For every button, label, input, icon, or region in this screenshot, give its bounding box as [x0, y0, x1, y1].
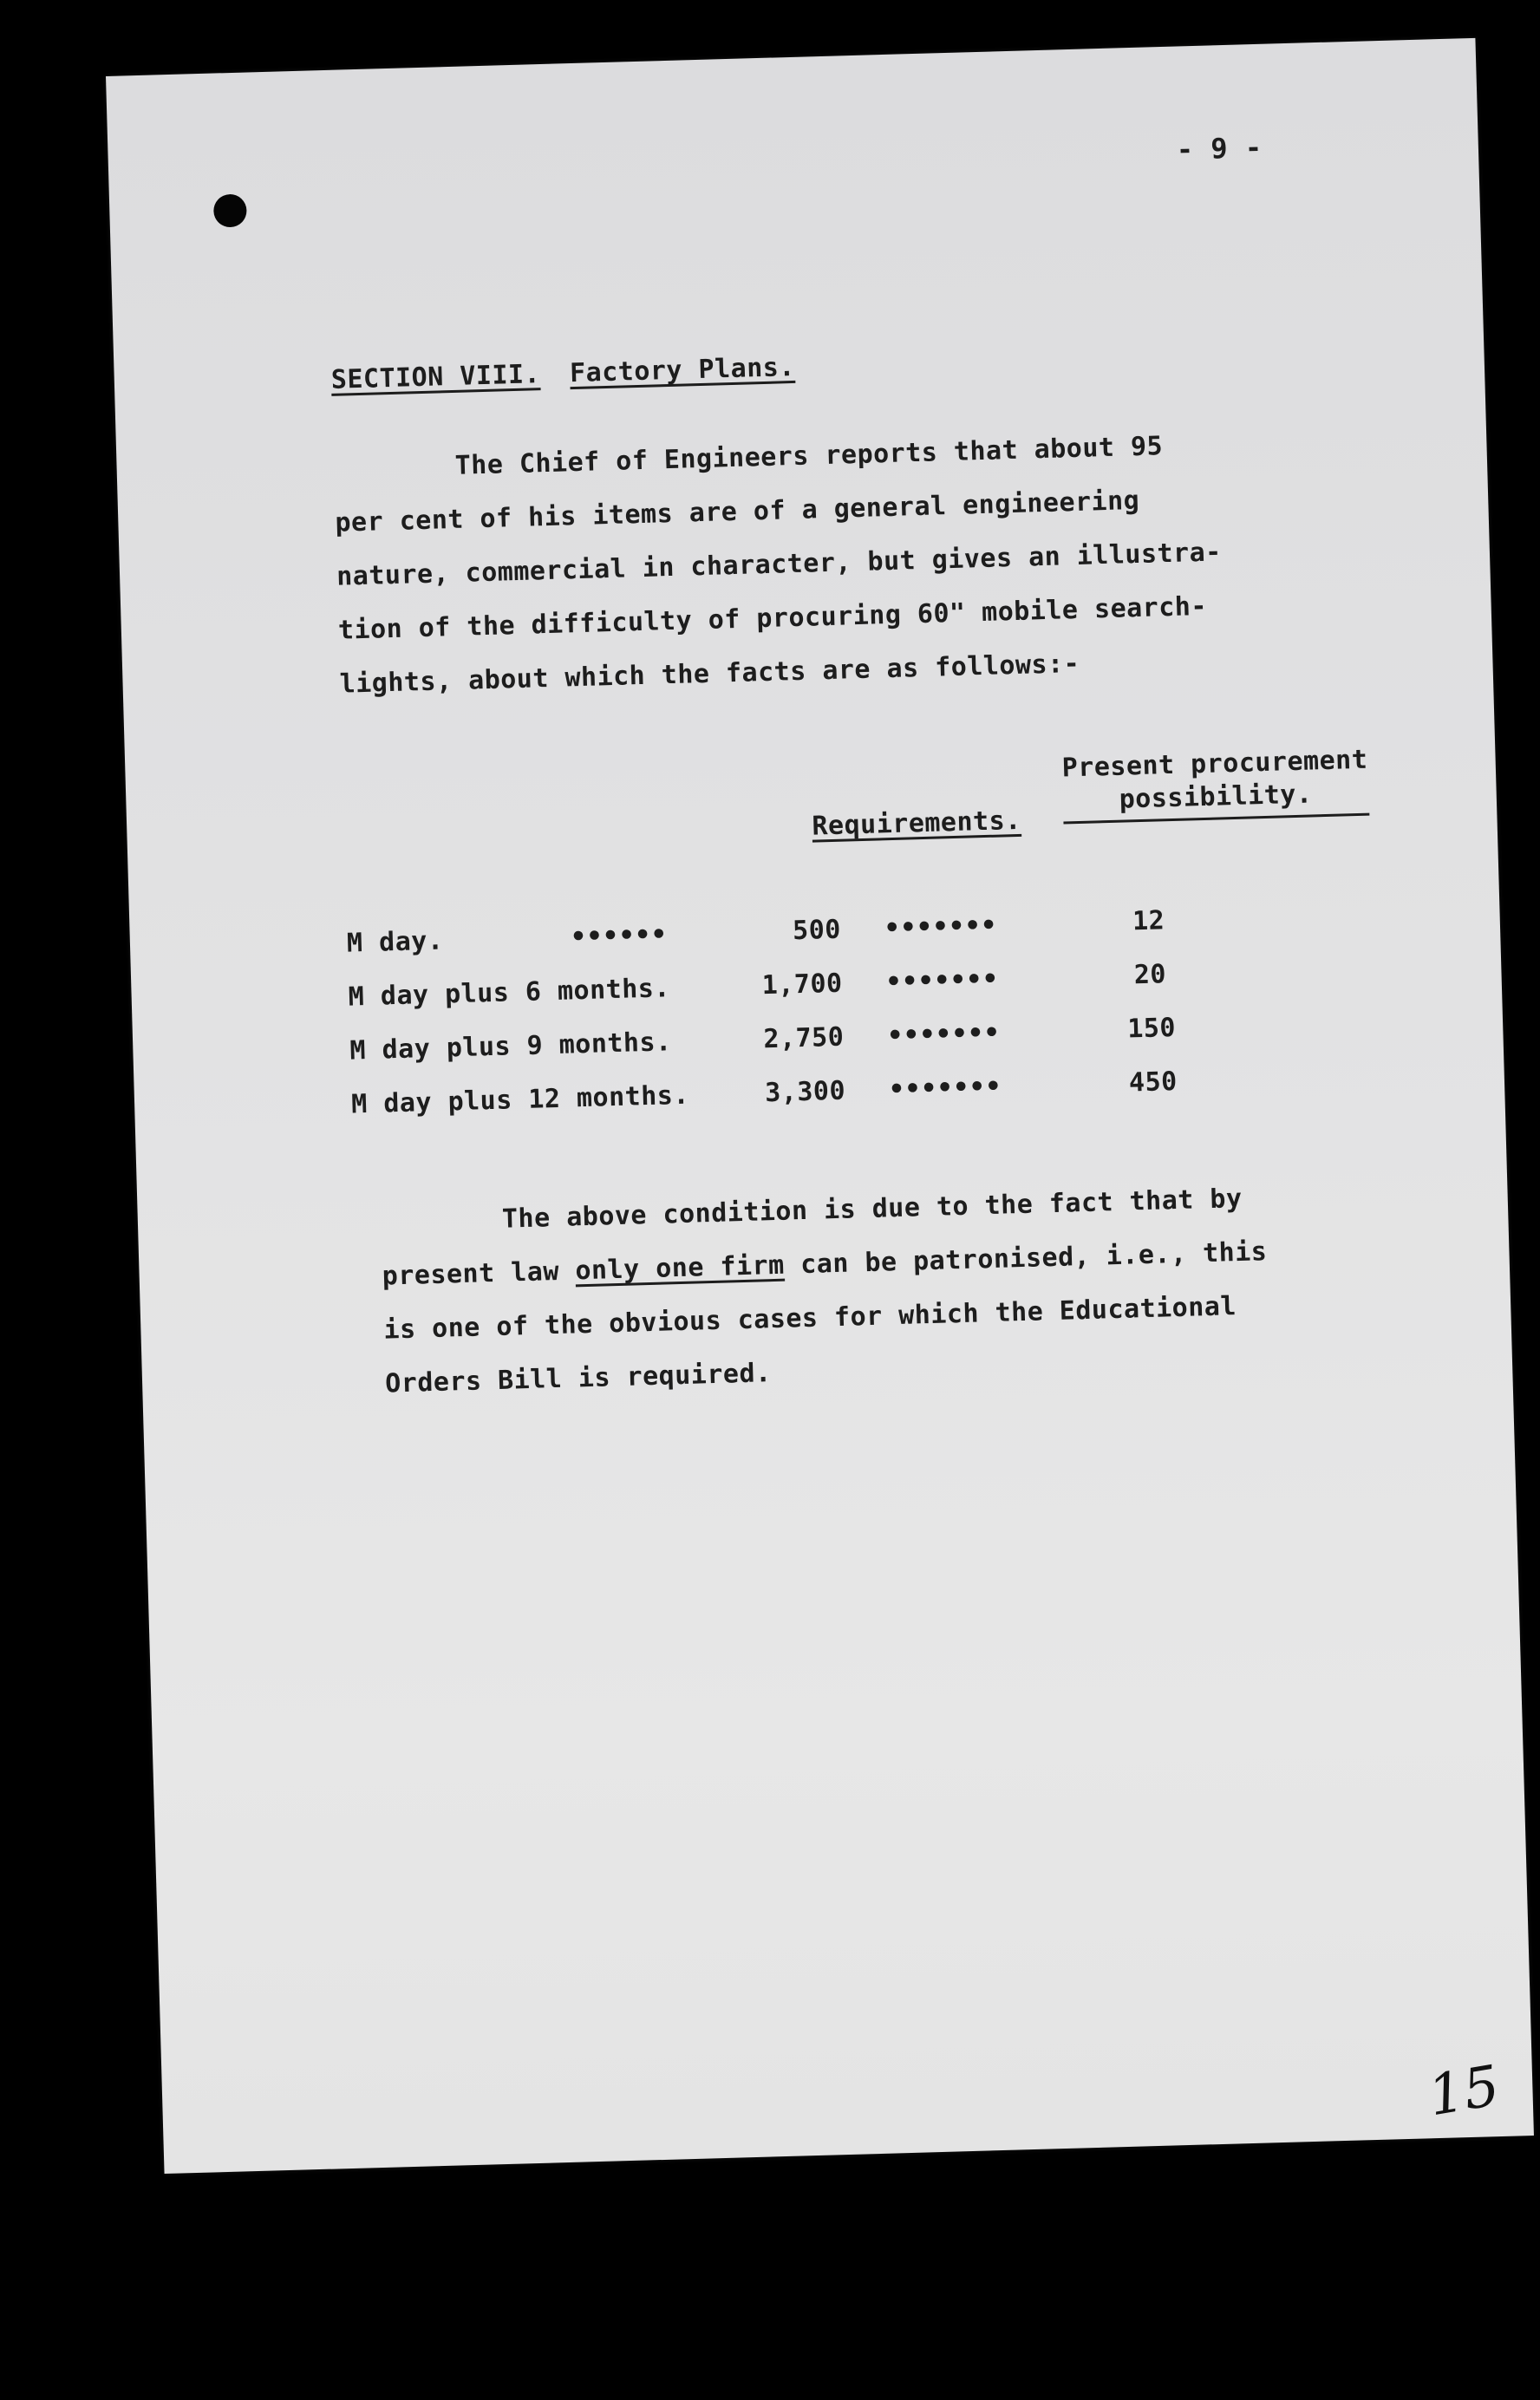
procurement-header — [1061, 744, 1369, 825]
requirements-value: 3,300 — [764, 1075, 846, 1109]
intro-paragraph — [333, 418, 1225, 711]
dot-leader: ••••••• — [885, 963, 999, 998]
dot-leader: ••••••• — [884, 910, 998, 944]
section-heading — [330, 352, 795, 395]
paragraph-line: tion of the difficulty of procuring 60" mobile search- — [337, 590, 1208, 646]
handwritten-page-number: 15 — [1423, 2053, 1504, 2129]
paragraph-line: The Chief of Engineers reports that about 95 — [454, 431, 1164, 481]
underlined-phrase: only one firm — [574, 1249, 786, 1287]
paragraph-line: lights, about which the facts are as follows:- — [339, 648, 1080, 700]
requirements-value: 500 — [792, 914, 842, 947]
dot-leader: •••••• — [570, 919, 668, 953]
dot-leader: ••••••• — [888, 1071, 1002, 1105]
document-page — [106, 38, 1534, 2174]
text-run: can be patronised, i.e., this — [784, 1236, 1268, 1281]
paragraph-line: Orders Bill is required. — [384, 1358, 773, 1399]
punch-hole — [213, 194, 247, 228]
procurement-value: 150 — [1126, 1012, 1177, 1045]
requirements-header: Requirements. — [811, 805, 1022, 842]
paragraph-line: The above condition is due to the fact that by — [501, 1183, 1243, 1235]
paragraph-line: is one of the obvious cases for which the Educational — [383, 1291, 1237, 1346]
row-label: M day plus 9 months. — [349, 1027, 673, 1066]
paragraph-line: per cent of his items are of a general engineering — [335, 485, 1140, 538]
conclusion-paragraph — [380, 1171, 1270, 1411]
procurement-header-line2: possibility. — [1062, 777, 1369, 825]
row-label: M day plus 12 months. — [350, 1079, 690, 1120]
page-number: - 9 - — [1176, 130, 1263, 166]
procurement-value: 12 — [1132, 905, 1165, 937]
procurement-value: 450 — [1128, 1066, 1178, 1099]
procurement-value: 20 — [1133, 959, 1167, 991]
section-label: SECTION VIII. — [330, 359, 541, 395]
section-title: Factory Plans. — [569, 351, 796, 389]
row-label: M day. — [346, 925, 444, 959]
row-label: M day plus 6 months. — [348, 973, 671, 1013]
dot-leader: ••••••• — [886, 1017, 1001, 1052]
requirements-value: 2,750 — [763, 1021, 845, 1055]
procurement-header-line1: Present procurement — [1061, 744, 1368, 784]
paragraph-line: nature, commercial in character, but gives an illustra- — [336, 537, 1223, 592]
requirements-value: 1,700 — [761, 968, 844, 1001]
text-run: present law — [382, 1255, 576, 1292]
